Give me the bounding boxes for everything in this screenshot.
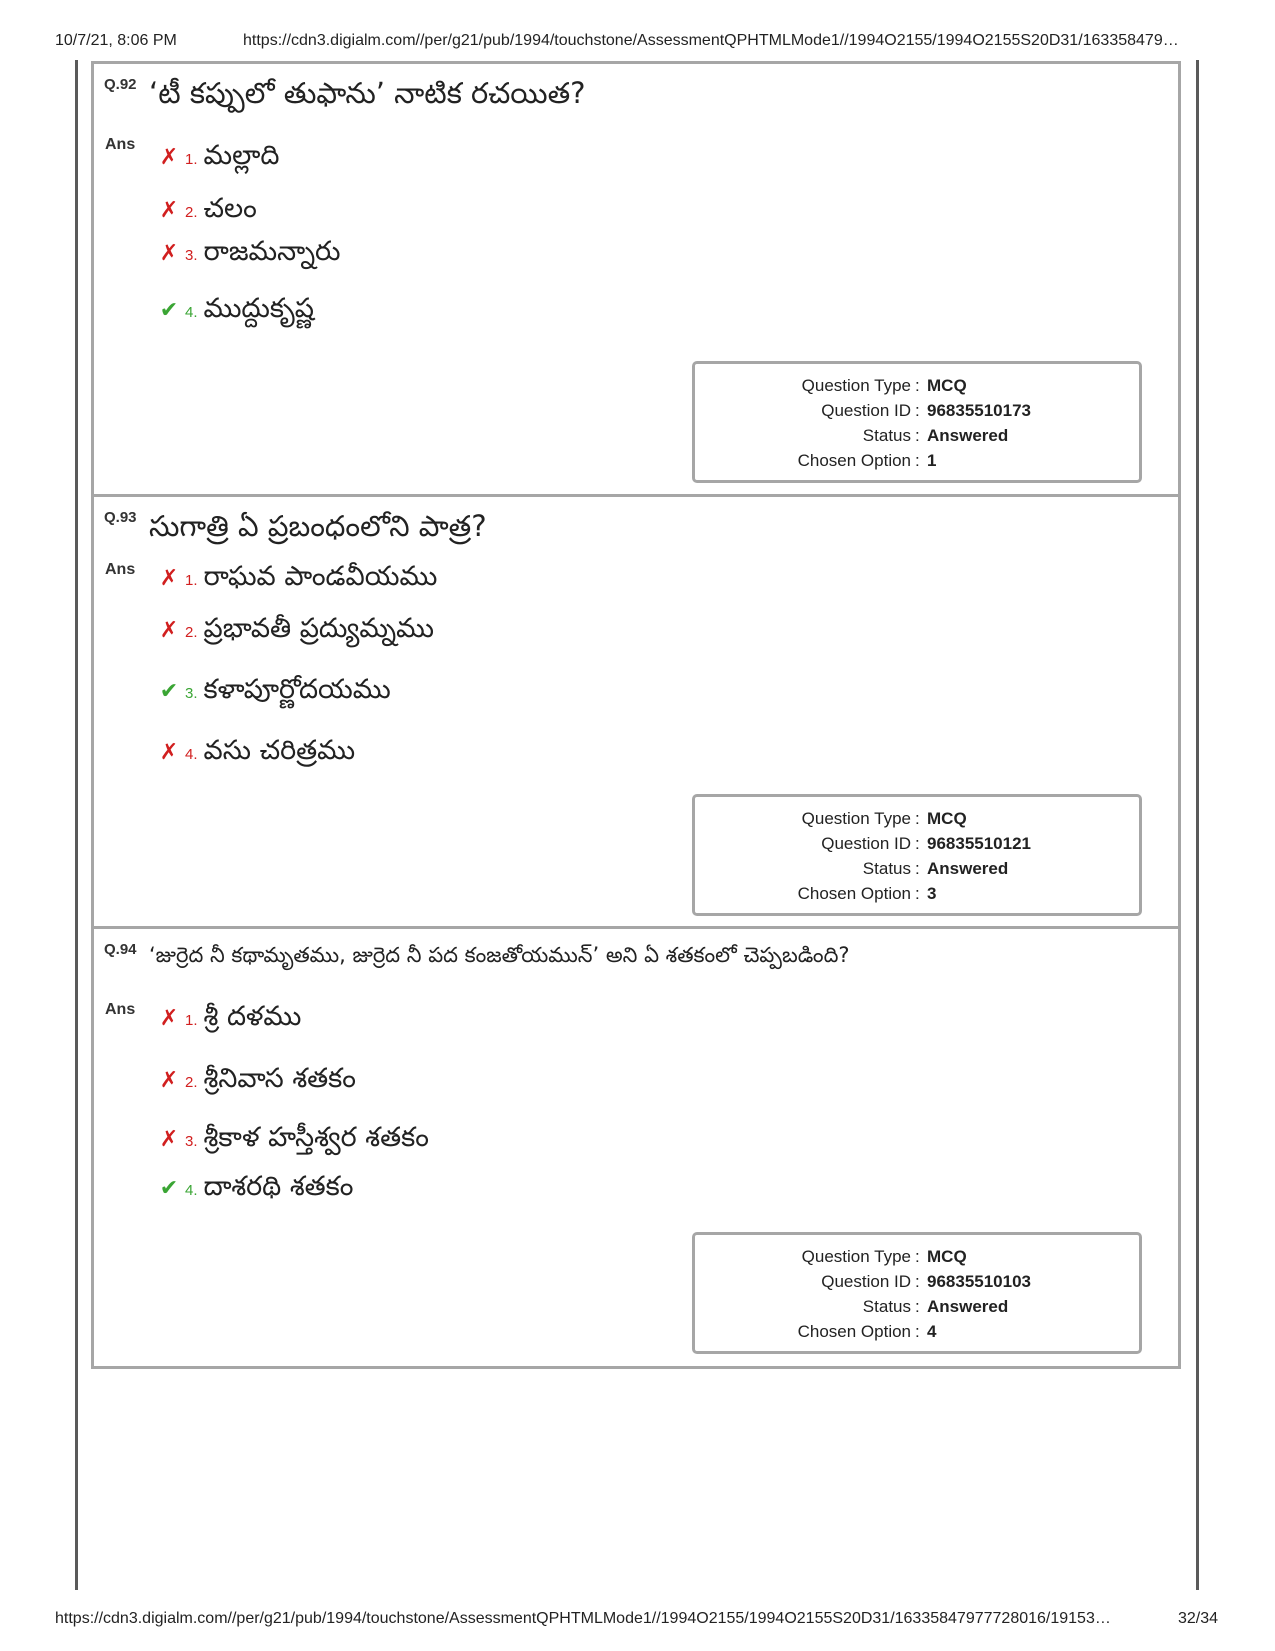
option-number: 2.: [185, 624, 198, 641]
cross-icon: ✗: [159, 1126, 179, 1151]
option-text: రాఘవ పాండవీయము: [203, 561, 438, 592]
answer-label: Ans: [105, 136, 136, 153]
option-text: ముద్దుకృష్ణ: [203, 293, 314, 324]
option-number: 4.: [185, 746, 198, 763]
question-text: సుగాత్రి ఏ ప్రబంధంలోని పాత్ర?: [149, 509, 487, 543]
option-text: వసు చరిత్రము: [203, 735, 356, 766]
option-number: 1.: [185, 151, 198, 168]
cross-icon: ✗: [159, 197, 179, 222]
cross-icon: ✗: [159, 144, 179, 169]
answer-label: Ans: [105, 1001, 136, 1018]
option-text: ప్రభావతీ ప్రద్యుమ్నము: [203, 613, 435, 644]
option-text: రాజమన్నారు: [203, 236, 341, 267]
browser-header-url: https://cdn3.digialm.com//per/g21/pub/1994/touchstone/AssessmentQPHTMLMode1//1994O2155/1994O2155S20D31/163358479…: [243, 32, 1179, 49]
question-number: Q.92: [104, 76, 137, 93]
option-number: 2.: [185, 1074, 198, 1091]
question-meta-box: Question Type : MCQ Question ID : 96835510103 Status : Answered Chosen Option : 4: [692, 1232, 1142, 1354]
cross-icon: ✗: [159, 739, 179, 764]
option-text: మల్లాది: [203, 140, 280, 171]
option-3: [158, 236, 340, 274]
cross-icon: ✗: [159, 240, 179, 265]
option-2: [158, 613, 434, 651]
left-border-line: [75, 60, 78, 1590]
browser-footer-url: https://cdn3.digialm.com//per/g21/pub/1994/touchstone/AssessmentQPHTMLMode1//1994O2155/1994O2155S20D31/16335847977728016/19153…: [55, 1610, 1111, 1627]
check-icon: ✔: [159, 1175, 179, 1200]
option-1: [158, 140, 279, 178]
option-1: [158, 561, 437, 599]
option-number: 3.: [185, 247, 198, 264]
page-number: 32/34: [1178, 1610, 1219, 1627]
question-card: [91, 926, 1181, 1369]
option-number: 4.: [185, 304, 198, 321]
question-text: ‘జుర్రెద నీ కథామృతము, జుర్రెద నీ పద కంజతోయమున్’ అని ఏ శతకంలో చెప్పబడింది?: [149, 943, 850, 967]
cross-icon: ✗: [159, 617, 179, 642]
option-text: కళాపూర్ణోదయము: [203, 674, 391, 705]
option-text: దాశరథి శతకం: [203, 1171, 354, 1202]
option-1: [158, 1001, 301, 1039]
question-card: [91, 61, 1181, 498]
option-text: శ్రీనివాస శతకం: [203, 1063, 356, 1094]
option-3: [158, 1122, 429, 1160]
cross-icon: ✗: [159, 1005, 179, 1030]
option-number: 3.: [185, 685, 198, 702]
option-4: [158, 293, 314, 331]
question-number: Q.94: [104, 941, 137, 958]
question-meta-box: Question Type : MCQ Question ID : 96835510173 Status : Answered Chosen Option : 1: [692, 361, 1142, 483]
option-2: [158, 193, 257, 231]
option-number: 2.: [185, 204, 198, 221]
option-number: 1.: [185, 572, 198, 589]
option-text: శ్రీ దళము: [203, 1001, 302, 1032]
option-2: [158, 1063, 356, 1101]
cross-icon: ✗: [159, 1067, 179, 1092]
question-number: Q.93: [104, 509, 137, 526]
option-number: 1.: [185, 1012, 198, 1029]
option-text: చలం: [203, 193, 257, 224]
check-icon: ✔: [159, 678, 179, 703]
option-3: [158, 674, 391, 712]
question-card: [91, 494, 1181, 930]
check-icon: ✔: [159, 297, 179, 322]
option-text: శ్రీకాళ హస్తీశ్వర శతకం: [203, 1122, 429, 1153]
option-4: [158, 735, 355, 773]
option-4: [158, 1171, 353, 1209]
option-number: 4.: [185, 1182, 198, 1199]
question-text: ‘టీ కప్పులో తుఫాను’ నాటిక రచయిత?: [149, 76, 586, 110]
right-border-line: [1196, 60, 1199, 1590]
browser-date: 10/7/21, 8:06 PM: [55, 32, 177, 49]
option-number: 3.: [185, 1133, 198, 1150]
cross-icon: ✗: [159, 565, 179, 590]
answer-label: Ans: [105, 561, 136, 578]
question-meta-box: Question Type : MCQ Question ID : 96835510121 Status : Answered Chosen Option : 3: [692, 794, 1142, 916]
